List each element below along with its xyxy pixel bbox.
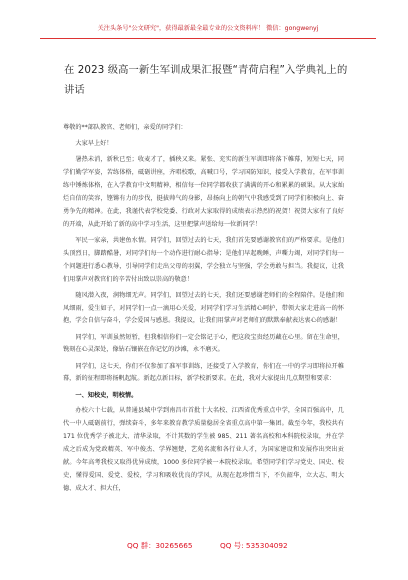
- footer-qq-number: QQ 号: 535304092: [220, 541, 288, 550]
- paragraph: 同学们，这七天，你们不仅参加了准军事训练，还接受了入学教育，你们在一中的学习即将拉开帷幕，新的征程即将扬帆起航。新起点新目标，新学校新要求。在此，我对大家提出几点期望和要求：: [63, 362, 344, 383]
- greeting: 大家早上好！: [75, 140, 113, 148]
- paragraph: 暑热未消，新秋已至；收麦才了，插秧又来。紧张、充实的新生军训即将落下帷幕，短短七天，同学们勤学军姿，苦练体格，砥砺讲座，齐唱校歌，高喊口号，学习国防知识，接受入学教育，在军事训练中锤炼体格，在入学教育中文明精神，相信每一位同学都收获了满满的开心和累累的硕果。从大家灿烂自信的笑容，铿锵有力的步伐，挺拔帅气的身影，昂扬向上的朝气中我感受到了同学们积极向上、奋勇争先的精神。在此，我谨代表学校党委、行政对大家取得的成绩表示热烈的祝贺！祝贺大家有了良好的开端，从此开始了新的高中学习生活，这里把掌声送给每一位新同学！: [63, 156, 344, 228]
- footer-qq-group: QQ 群：30265665: [127, 541, 193, 550]
- paragraph: 军民一家亲，共建鱼水情。同学们，回望过去的七天，我们首先要感谢教官们的严格要求。是他们头顶烈日，脚踏酷暑，对同学们每一个动作进行耐心指导；是他们早起晚睡，声嘶力竭，对同学们每一个问题进行悉心教导，引导同学们走出父母的羽翼，学会独立与坚强，学会勇敢与担当。我提议，让我们用掌声对教官们的辛苦付出致以崇高的敬意！: [63, 236, 344, 283]
- paragraph: 随风潜入夜，润物细无声。同学们，回望过去的七天，我们还要感谢老师们的全程陪伴。是他们和风细雨，爱生如子，对同学们一点一滴用心关爱，对同学们学习生活精心呵护，带领大家走进高一的怀抱，学会自信与奋斗，学会爱国与感恩。我提议，让我们用掌声对老师们的默默奉献表达衷心的感谢！: [63, 291, 344, 325]
- document-body: [63, 122, 344, 499]
- document-title: 在 2023 级高一新生军训成果汇报暨“青荷启程”入学典礼上的讲话: [64, 64, 348, 96]
- salutation: 尊敬的**部队教官、老师们，亲爱的同学们：: [63, 124, 187, 131]
- section-heading: 一、知校史，明校情。: [75, 391, 138, 399]
- header-banner: 关注头条号"公文研究"，获得最新最全最专业的公文资料库！ 微信：gongwenyj: [40, 22, 376, 39]
- footer: [0, 541, 408, 555]
- paragraph: 办校六十七载，从普通县城中学到南昌市首批十大名校、江西省优秀重点中学，全国百强高中，几代一中人砥砺前行，弹续奋斗，多年来教育教学质量稳居全省重点高中第一集团。截至今年，我校共有 171 位优秀学子被北大、清华录取，不计其数的学生被 985、211 著名高校和本科院校录取，并在学成之后成为党政精英、军中俊杰、学界翘楚，艺苑名流和各行业人才，为国家建设和发展作出突出贡献。今年高考我校又取得优异成绩，1000 多位同学被一本院校录取。希望同学们学习党史、国史、校史，懂得爱国、爱党、爱校，学习和吸收优良的学风，从现在起珍惜当下，不负韶华，立大志、明大德、成大才、担大任，: [63, 407, 344, 492]
- paragraph: 同学们，军训虽然短暂，但我相信你们一定会铭记于心，把这段宝贵经历藏在心里。留在生命里，镌刻在心灵深处，像钻石镶嵌在你记忆的沙滩，永不磨灭。: [63, 333, 344, 354]
